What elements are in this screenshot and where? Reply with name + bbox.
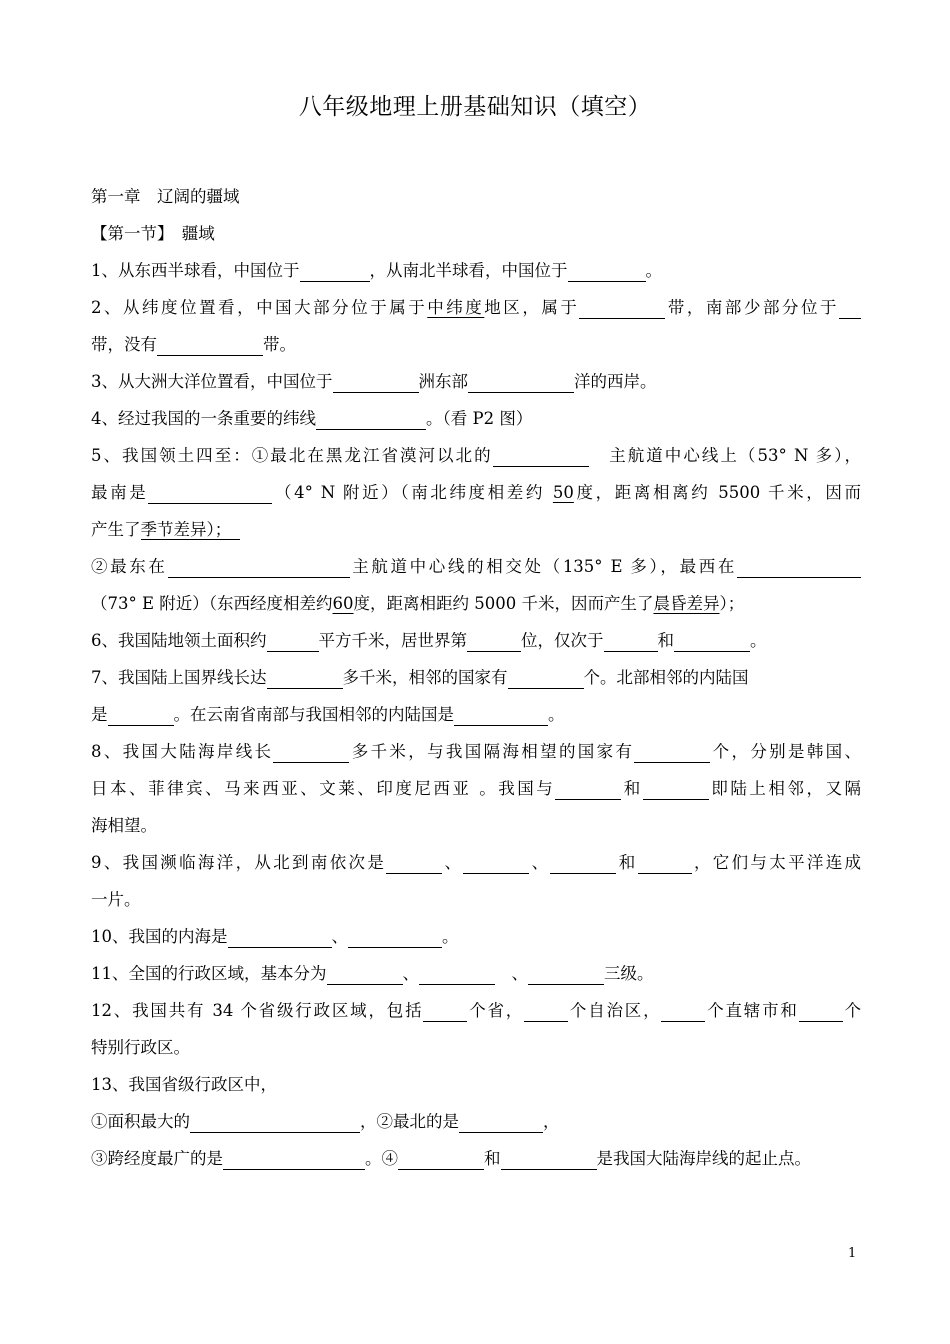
blank[interactable] bbox=[550, 851, 616, 874]
text: 主航道中心线上（53° N 多）， bbox=[609, 446, 861, 465]
blank[interactable] bbox=[300, 259, 370, 282]
text: 洋的西岸。 bbox=[574, 372, 657, 391]
blank[interactable] bbox=[267, 629, 319, 652]
text: 、 bbox=[331, 927, 348, 946]
text: 度，距离相离约 5500 千米，因而 bbox=[573, 483, 862, 502]
text: 即陆上相邻，又隔 bbox=[708, 779, 861, 798]
text: 。（看 P2 图） bbox=[426, 409, 533, 428]
blank[interactable] bbox=[454, 703, 548, 726]
blank[interactable] bbox=[157, 333, 263, 356]
blank[interactable] bbox=[524, 999, 568, 1022]
text: 。 bbox=[442, 927, 459, 946]
text: 、 bbox=[529, 853, 551, 872]
text: ③跨经度最广的是 bbox=[91, 1149, 223, 1168]
blank[interactable] bbox=[467, 629, 521, 652]
text: ，从南北半球看，中国位于 bbox=[369, 261, 568, 280]
blank[interactable] bbox=[267, 666, 343, 689]
text: 1、从东西半球看，中国位于 bbox=[91, 261, 300, 280]
text: 地区，属于 bbox=[484, 298, 580, 317]
text: ）； bbox=[206, 520, 232, 539]
blank[interactable] bbox=[348, 925, 442, 948]
blank[interactable] bbox=[737, 555, 861, 578]
blank[interactable] bbox=[419, 962, 495, 985]
text: 多千米，与我国隔海相望的国家有 bbox=[349, 742, 635, 761]
text: 个，分别是韩国、 bbox=[710, 742, 862, 761]
blank[interactable] bbox=[168, 555, 350, 578]
blank[interactable] bbox=[423, 999, 467, 1022]
blank[interactable] bbox=[333, 370, 419, 393]
blank[interactable] bbox=[108, 703, 174, 726]
blank[interactable] bbox=[799, 999, 843, 1022]
text: 个 bbox=[842, 1001, 862, 1020]
question-10 bbox=[91, 918, 861, 955]
question-8-cont bbox=[91, 807, 861, 844]
text: ，②最北的是 bbox=[360, 1112, 459, 1131]
text: 、 bbox=[442, 853, 464, 872]
text: 产生了 bbox=[91, 520, 141, 539]
text: ②最东在 bbox=[91, 557, 168, 576]
text: 带，南部少部分位于 bbox=[665, 298, 840, 317]
text: 12、我国共有 34 个省级行政区域，包括 bbox=[91, 1001, 424, 1020]
question-5-cont bbox=[91, 511, 861, 548]
text: 海相望。 bbox=[91, 816, 157, 835]
question-3 bbox=[91, 363, 861, 400]
text: 2、从纬度位置看，中国大部分位于属于 bbox=[91, 298, 428, 317]
text: 、 bbox=[495, 964, 528, 983]
question-12 bbox=[91, 992, 861, 1029]
text: 带，没有 bbox=[91, 335, 157, 354]
text: ，它们与太平洋连成 bbox=[691, 853, 862, 872]
underlined-answer: 晨昏差异 bbox=[653, 594, 720, 613]
blank[interactable] bbox=[386, 851, 442, 874]
text: 。 bbox=[548, 705, 565, 724]
blank[interactable] bbox=[501, 1147, 597, 1170]
blank[interactable] bbox=[638, 851, 692, 874]
document-body bbox=[91, 178, 861, 1177]
blank[interactable] bbox=[661, 999, 705, 1022]
text: ①面积最大的 bbox=[91, 1112, 190, 1131]
blank[interactable] bbox=[459, 1110, 543, 1133]
text: 3、从大洲大洋位置看，中国位于 bbox=[91, 372, 333, 391]
text: 9、我国濒临海洋，从北到南依次是 bbox=[91, 853, 387, 872]
blank[interactable] bbox=[643, 777, 709, 800]
blank[interactable] bbox=[674, 629, 750, 652]
question-7 bbox=[91, 659, 861, 696]
text: 个直辖市和 bbox=[705, 1001, 799, 1020]
text: 是我国大陆海岸线的起止点。 bbox=[596, 1149, 811, 1168]
text: （73° E 附近）（东西经度相差约 bbox=[91, 594, 333, 613]
text: 日本、菲律宾、马来西亚、文莱、印度尼西亚 。我国与 bbox=[91, 779, 556, 798]
question-9-cont bbox=[91, 881, 861, 918]
blank[interactable] bbox=[148, 481, 272, 504]
text: 平方千米，居世界第 bbox=[318, 631, 467, 650]
blank[interactable] bbox=[493, 444, 589, 467]
blank[interactable] bbox=[327, 962, 403, 985]
text: ， bbox=[543, 1112, 560, 1131]
blank[interactable] bbox=[223, 1147, 365, 1170]
text: 个省， bbox=[467, 1001, 525, 1020]
text: 洲东部 bbox=[418, 372, 468, 391]
blank[interactable] bbox=[316, 407, 426, 430]
text: 和 bbox=[657, 631, 674, 650]
question-13-part-2 bbox=[91, 1140, 861, 1177]
document-title: 八年级地理上册基础知识（填空） bbox=[298, 94, 652, 120]
underlined-answer: 季节差异 bbox=[140, 520, 207, 539]
question-9 bbox=[91, 844, 861, 881]
text: ）； bbox=[719, 594, 745, 613]
text: 。 bbox=[645, 261, 662, 280]
text: 。在云南省南部与我国相邻的内陆国是 bbox=[173, 705, 454, 724]
question-12-cont bbox=[91, 1029, 861, 1066]
blank[interactable] bbox=[604, 629, 658, 652]
question-8-cont bbox=[91, 770, 861, 807]
question-5 bbox=[91, 437, 861, 474]
text: 8、我国大陆海岸线长 bbox=[91, 742, 274, 761]
text: （4° N 附近）（南北纬度相差约 bbox=[272, 483, 546, 502]
blank[interactable] bbox=[839, 296, 861, 319]
underlined-answer: 50 bbox=[552, 483, 574, 502]
blank[interactable] bbox=[508, 666, 584, 689]
text: 特别行政区。 bbox=[91, 1038, 190, 1057]
text: 5、我国领土四至：①最北在黑龙江省漠河以北的 bbox=[91, 446, 493, 465]
question-8 bbox=[91, 733, 861, 770]
blank[interactable] bbox=[555, 777, 621, 800]
text: 一片。 bbox=[91, 890, 141, 909]
blank[interactable] bbox=[579, 296, 665, 319]
question-11 bbox=[91, 955, 861, 992]
text: 主航道中心线的相交处（135° E 多），最西在 bbox=[349, 557, 737, 576]
text: 个自治区， bbox=[568, 1001, 662, 1020]
question-1 bbox=[91, 252, 861, 289]
question-4 bbox=[91, 400, 861, 437]
text: 三级。 bbox=[604, 964, 654, 983]
blank[interactable] bbox=[634, 740, 710, 763]
text: 4、经过我国的一条重要的纬线 bbox=[91, 409, 316, 428]
question-5-cont bbox=[91, 548, 861, 585]
question-13 bbox=[91, 1066, 861, 1103]
text: 个。北部相邻的内陆国 bbox=[583, 668, 749, 687]
blank[interactable] bbox=[468, 370, 574, 393]
text: 。 bbox=[750, 631, 767, 650]
underlined-answer: 中纬度 bbox=[427, 298, 485, 317]
question-5-cont bbox=[91, 474, 861, 511]
text: 。④ bbox=[365, 1149, 398, 1168]
question-6 bbox=[91, 622, 861, 659]
blank[interactable] bbox=[528, 962, 604, 985]
text: 位，仅次于 bbox=[521, 631, 604, 650]
text: 13、我国省级行政区中， bbox=[91, 1075, 277, 1094]
question-2 bbox=[91, 289, 861, 326]
question-7-cont bbox=[91, 696, 861, 733]
chapter-heading: 第一章 辽阔的疆域 bbox=[91, 187, 240, 206]
blank[interactable] bbox=[190, 1110, 360, 1133]
text: 10、我国的内海是 bbox=[91, 927, 228, 946]
blank[interactable] bbox=[228, 925, 332, 948]
text: 6、我国陆地领土面积约 bbox=[91, 631, 267, 650]
text: 和 bbox=[616, 853, 638, 872]
text: 和 bbox=[621, 779, 643, 798]
text: 度，距离相距约 5000 千米，因而产生了 bbox=[353, 594, 654, 613]
text: 和 bbox=[484, 1149, 501, 1168]
text: 7、我国陆上国界线长达 bbox=[91, 668, 267, 687]
page-number: 1 bbox=[848, 1246, 857, 1261]
blank[interactable] bbox=[273, 740, 349, 763]
text: 是 bbox=[91, 705, 108, 724]
question-5-cont bbox=[91, 585, 861, 622]
question-2-cont bbox=[91, 326, 861, 363]
section-heading: 【第一节】 疆域 bbox=[91, 224, 215, 243]
underlined-answer: 60 bbox=[332, 594, 354, 613]
text: 多千米，相邻的国家有 bbox=[342, 668, 508, 687]
text: 带。 bbox=[263, 335, 296, 354]
text: 、 bbox=[402, 964, 419, 983]
text: 最南是 bbox=[91, 483, 149, 502]
text: 11、全国的行政区域，基本分为 bbox=[91, 964, 327, 983]
blank[interactable] bbox=[463, 851, 529, 874]
blank[interactable] bbox=[398, 1147, 484, 1170]
blank[interactable] bbox=[568, 259, 646, 282]
question-13-part-1 bbox=[91, 1103, 861, 1140]
